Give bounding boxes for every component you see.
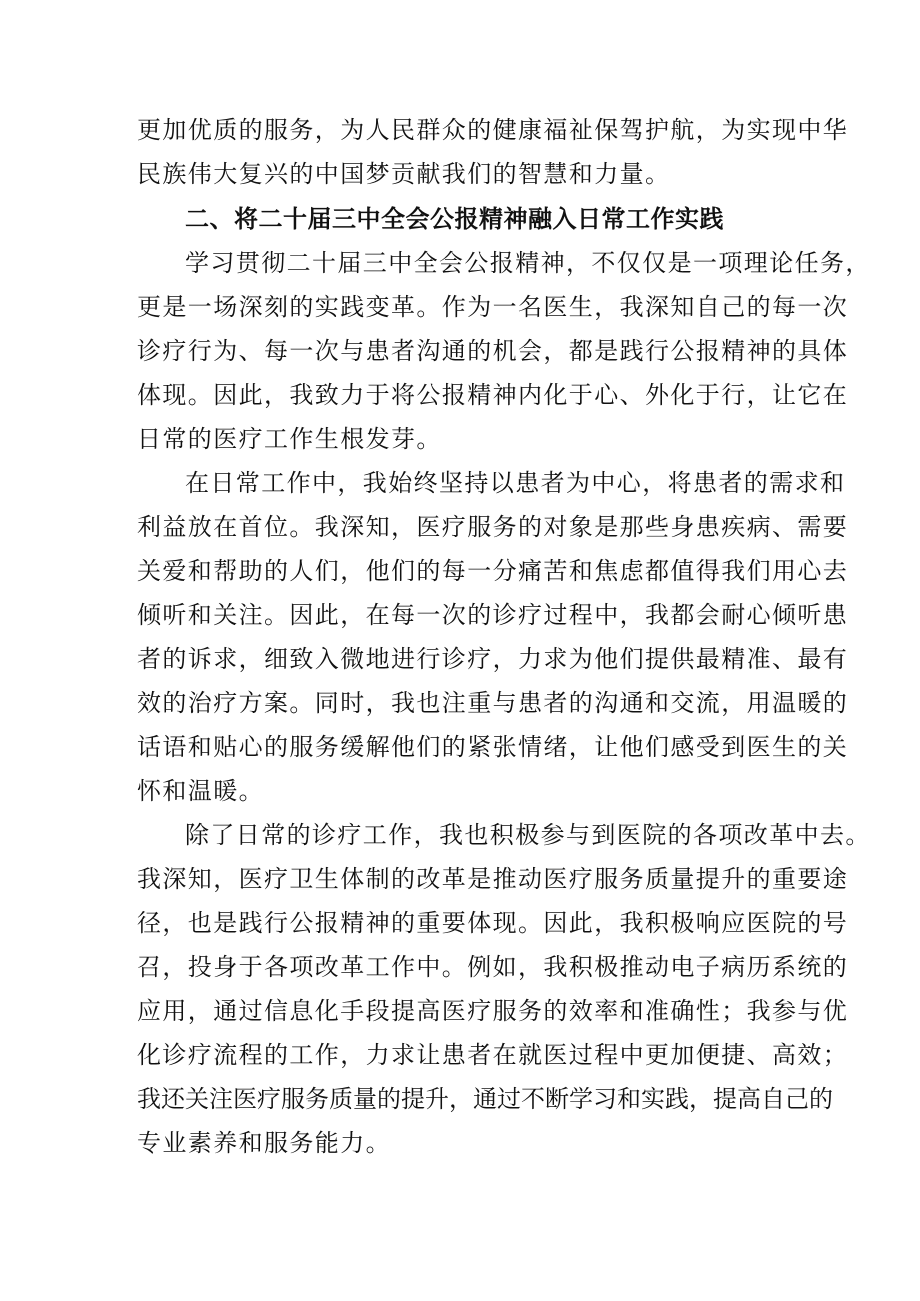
paragraph-line: 利益放在首位。我深知，医疗服务的对象是那些身患疾病、需要 xyxy=(137,513,849,541)
paragraph-line: 在日常工作中，我始终坚持以患者为中心，将患者的需求和 xyxy=(185,469,846,497)
paragraph-line: 诊疗行为、每一次与患者沟通的机会，都是践行公报精神的具体 xyxy=(137,337,849,365)
paragraph-line: 效的治疗方案。同时，我也注重与患者的沟通和交流，用温暖的 xyxy=(137,689,849,717)
paragraph-line: 倾听和关注。因此，在每一次的诊疗过程中，我都会耐心倾听患 xyxy=(137,601,849,629)
paragraph-line: 体现。因此，我致力于将公报精神内化于心、外化于行，让它在 xyxy=(137,381,849,409)
paragraph-line: 除了日常的诊疗工作，我也积极参与到医院的各项改革中去。 xyxy=(185,821,871,849)
paragraph-line: 我还关注医疗服务质量的提升，通过不断学习和实践，提高自己的 xyxy=(137,1085,833,1113)
paragraph-line: 怀和温暖。 xyxy=(137,777,264,805)
paragraph-line: 更是一场深刻的实践变革。作为一名医生，我深知自己的每一次 xyxy=(137,293,849,321)
paragraph-line: 我深知，医疗卫生体制的改革是推动医疗服务质量提升的重要途 xyxy=(137,865,849,893)
intro-line: 民族伟大复兴的中国梦贡献我们的智慧和力量。 xyxy=(137,160,671,188)
paragraph-line: 应用，通过信息化手段提高医疗服务的效率和准确性；我参与优 xyxy=(137,997,849,1025)
paragraph-line: 日常的医疗工作生根发芽。 xyxy=(137,425,442,453)
paragraph-line: 者的诉求，细致入微地进行诊疗，力求为他们提供最精准、最有 xyxy=(137,645,849,673)
paragraph-line: 径，也是践行公报精神的重要体现。因此，我积极响应医院的号 xyxy=(137,909,849,937)
paragraph-line: 学习贯彻二十届三中全会公报精神，不仅仅是一项理论任务， xyxy=(185,249,871,277)
paragraph-line: 话语和贴心的服务缓解他们的紧张情绪，让他们感受到医生的关 xyxy=(137,733,849,761)
section-heading: 二、将二十届三中全会公报精神融入日常工作实践 xyxy=(185,205,724,233)
paragraph-line: 化诊疗流程的工作，力求让患者在就医过程中更加便捷、高效； xyxy=(137,1041,849,1069)
intro-line: 更加优质的服务，为人民群众的健康福祉保驾护航，为实现中华 xyxy=(137,116,849,144)
paragraph-line: 召，投身于各项改革工作中。例如，我积极推动电子病历系统的 xyxy=(137,953,849,981)
paragraph-line: 专业素养和服务能力。 xyxy=(137,1129,391,1157)
paragraph-line: 关爱和帮助的人们，他们的每一分痛苦和焦虑都值得我们用心去 xyxy=(137,557,849,585)
